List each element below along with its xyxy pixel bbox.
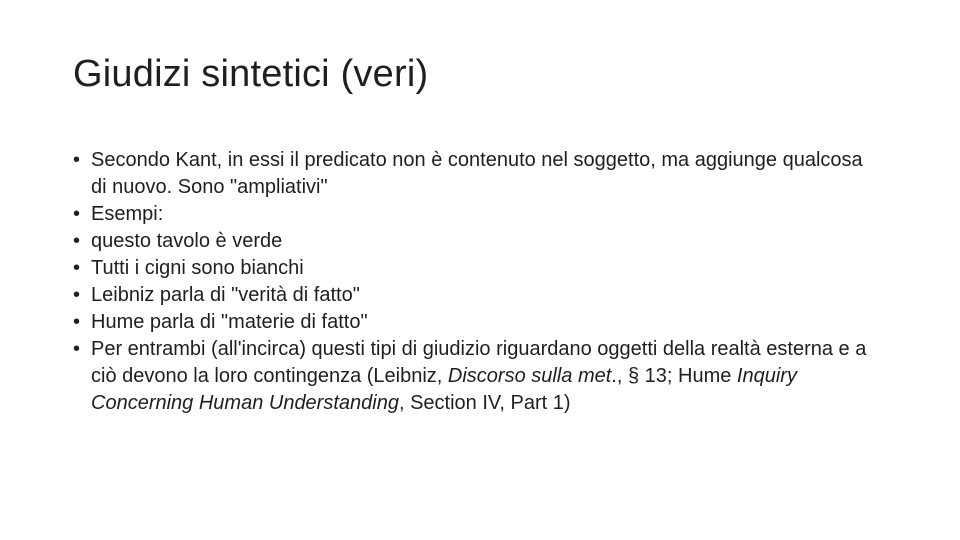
- bullet-icon: •: [73, 149, 81, 171]
- bullet-item: [73, 147, 873, 201]
- bullet-text: questo tavolo è verde: [91, 230, 283, 252]
- bullet-text: [91, 338, 866, 414]
- bullet-item: [73, 282, 873, 309]
- bullet-text-part: Per entrambi (all'incirca) questi tipi di giudizio riguardano oggetti della realtà esterna e a ciò devono la loro contingenza (Leibniz,: [91, 338, 867, 387]
- bullet-icon: •: [73, 338, 81, 360]
- bullet-item: [73, 309, 873, 336]
- bullet-text: Esempi:: [91, 203, 164, 225]
- bullet-icon: •: [73, 311, 81, 333]
- bullet-icon: •: [73, 284, 81, 306]
- bullet-icon: •: [73, 257, 81, 279]
- bullet-icon: •: [73, 230, 81, 252]
- citation-title-leibniz: Discorso sulla met: [447, 365, 612, 387]
- bullet-item: [73, 228, 873, 255]
- bullet-text: Secondo Kant, in essi il predicato non è contenuto nel soggetto, ma aggiunge qualcosa di nuovo. Sono "ampliativi": [91, 149, 863, 198]
- bullet-item: [73, 255, 873, 282]
- slide-title: Giudizi sintetici (veri): [73, 53, 429, 95]
- bullet-text: Tutti i cigni sono bianchi: [91, 257, 304, 279]
- bullet-list: [73, 147, 873, 417]
- bullet-text-part: , Section IV, Part 1): [398, 392, 571, 414]
- bullet-item: [73, 336, 873, 417]
- bullet-text-part: ., § 13; Hume: [611, 365, 737, 387]
- bullet-text: Hume parla di "materie di fatto": [91, 311, 368, 333]
- bullet-item: [73, 201, 873, 228]
- bullet-icon: •: [73, 203, 81, 225]
- bullet-text: Leibniz parla di "verità di fatto": [91, 284, 360, 306]
- citation-title-hume: Inquiry Concerning Human Understanding: [91, 365, 797, 414]
